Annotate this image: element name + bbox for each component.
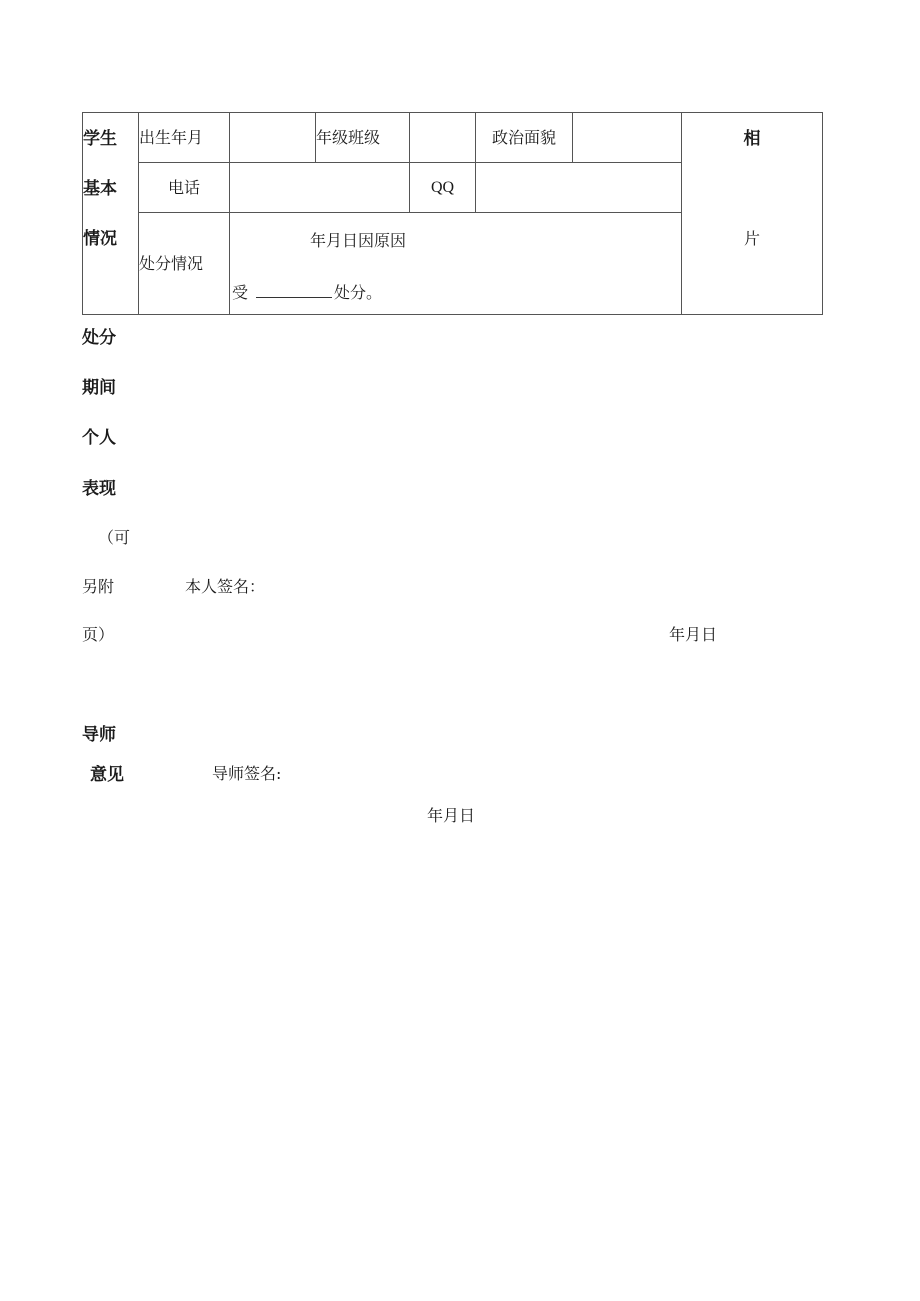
punish-line-2-suffix: 处分。 — [334, 283, 383, 302]
performance-label-3: 个人 — [82, 428, 116, 448]
phone-label: 电话 — [139, 163, 230, 213]
politics-value-field[interactable] — [573, 113, 682, 163]
punish-line-1: 年月日因原因 — [310, 231, 407, 250]
advisor-label-2: 意见 — [90, 765, 124, 785]
section-label-line-1: 学生 — [83, 129, 117, 149]
punish-detail-cell[interactable] — [230, 213, 682, 315]
student-info-table — [82, 112, 823, 315]
self-signature-label: 本人签名： — [185, 577, 266, 596]
performance-note-1: （可 — [98, 528, 131, 547]
qq-label: QQ — [410, 163, 476, 213]
advisor-signature-label: 导师签名: — [212, 764, 282, 783]
performance-note-3: 页） — [82, 625, 115, 644]
punish-label: 处分情况 — [139, 213, 230, 315]
birth-value-field[interactable] — [230, 113, 316, 163]
section-label-cell — [83, 113, 139, 315]
performance-note-2: 另附 — [82, 577, 115, 596]
photo-cell[interactable] — [682, 113, 823, 315]
punish-type-blank[interactable] — [256, 283, 332, 298]
politics-label: 政治面貌 — [476, 113, 573, 163]
phone-value-field[interactable] — [230, 163, 410, 213]
self-date-label: 年月日 — [669, 625, 718, 644]
performance-label-2: 期间 — [82, 378, 116, 398]
section-label-line-3: 情况 — [83, 229, 117, 249]
punish-line-2-prefix: 受 — [232, 283, 249, 302]
advisor-date-label: 年月日 — [427, 806, 476, 825]
grade-label: 年级班级 — [316, 113, 410, 163]
punish-line-2 — [230, 251, 681, 303]
birth-label: 出生年月 — [139, 113, 230, 163]
photo-label-top: 相 — [743, 129, 761, 149]
advisor-label-1: 导师 — [82, 725, 116, 745]
photo-label-bottom: 片 — [743, 229, 760, 248]
performance-label-1: 处分 — [82, 328, 116, 348]
section-label-line-2: 基本 — [83, 179, 117, 199]
grade-value-field[interactable] — [410, 113, 476, 163]
qq-value-field[interactable] — [476, 163, 682, 213]
performance-label-4: 表现 — [82, 479, 116, 499]
